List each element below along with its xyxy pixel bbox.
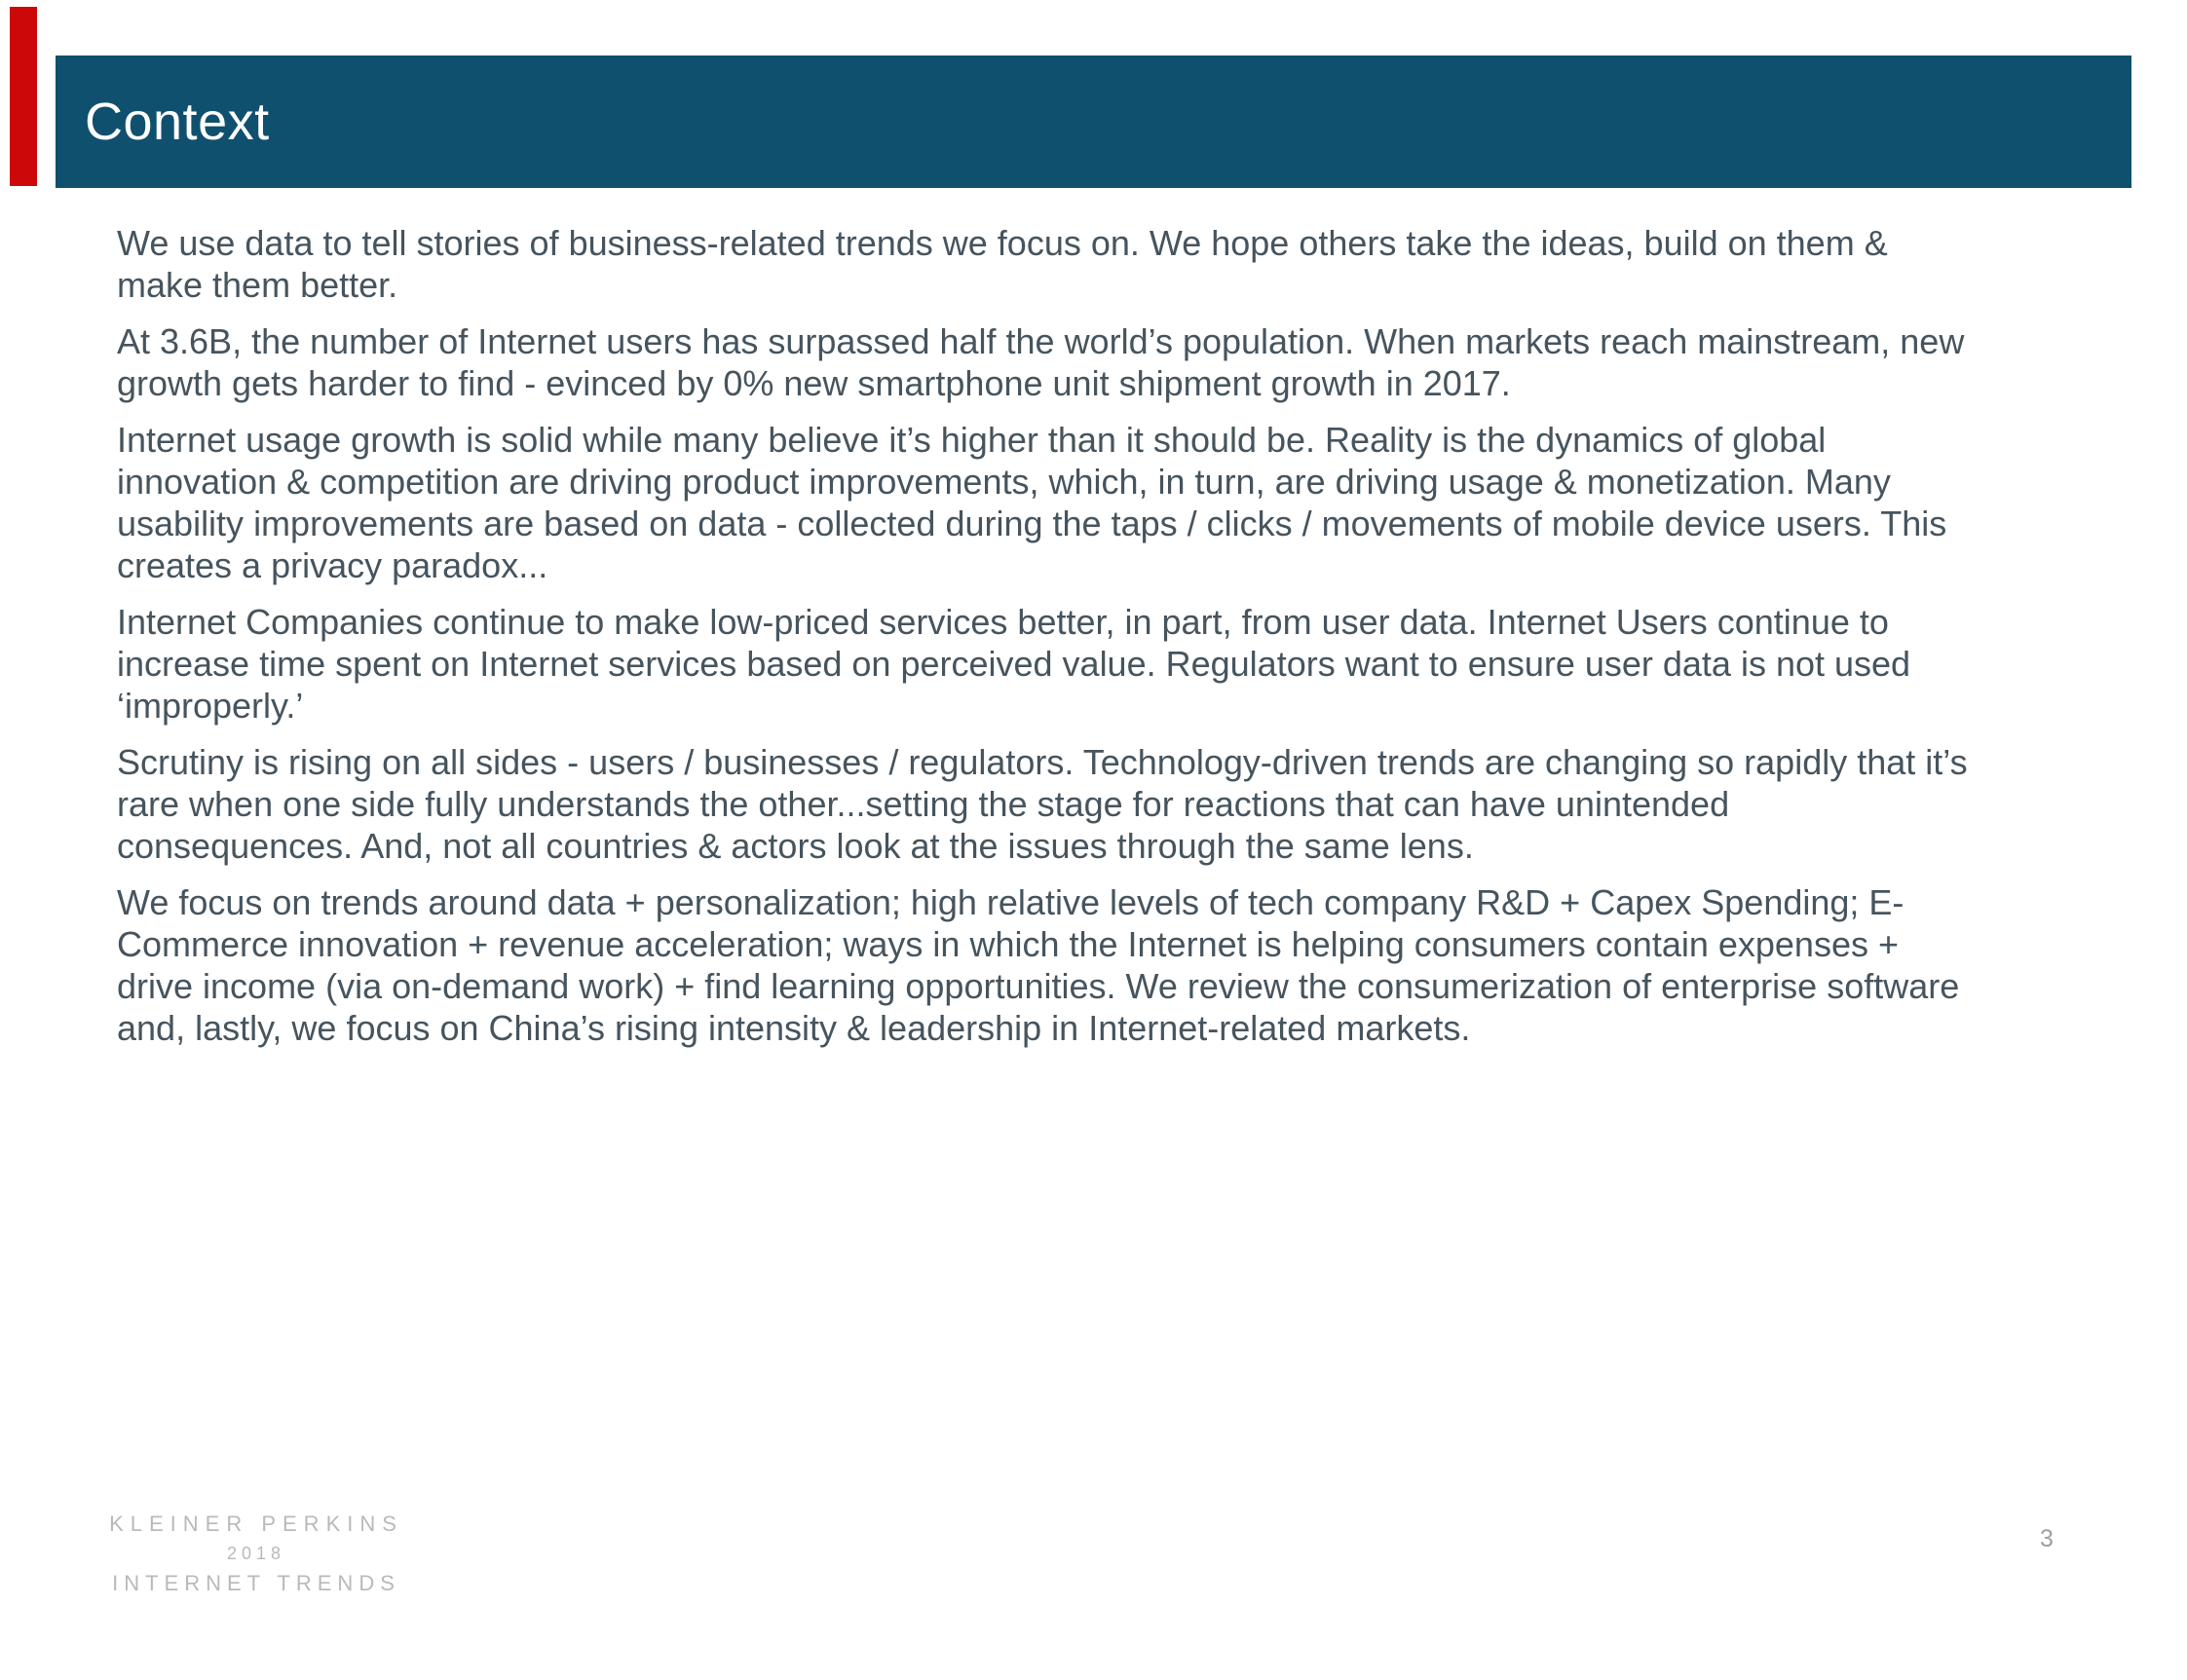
paragraph-2: At 3.6B, the number of Internet users has surpassed half the world’s population. When markets reach mainstream, new growth gets harder to find - evinced by 0% new smartphone unit shipment growth in 2017. (117, 321, 1965, 403)
body-text (117, 222, 1973, 1064)
logo-line-internet-trends: INTERNET TRENDS (112, 1571, 400, 1595)
paragraph-4: Internet Companies continue to make low-priced services better, in part, from user data. Internet Users continue to increase time spent on Internet services based on perceived value. Regulators want to ensure user data is not used ‘improperly.’ (117, 602, 1911, 726)
red-accent-bar (10, 7, 37, 186)
logo-line-kleiner-perkins: KLEINER PERKINS (109, 1512, 403, 1536)
kleiner-perkins-logo (95, 1512, 417, 1596)
paragraph-1: We use data to tell stories of business-related trends we focus on. We hope others take the ideas, build on them & make them better. (117, 223, 1888, 305)
title-bar (56, 56, 2131, 188)
paragraph-6: We focus on trends around data + personalization; high relative levels of tech company R&D + Capex Spending; E-Commerce innovation + revenue acceleration; ways in which the Internet is helping consumers contain expenses + drive income (via on-demand work) + find learning opportunities. We review the consumerization of enterprise software and, lastly, we focus on China’s rising intensity & leadership in Internet-related markets. (117, 882, 1960, 1048)
paragraph-3: Internet usage growth is solid while many believe it’s higher than it should be. Reality is the dynamics of global innovation & competition are driving product improvements, which, in turn, are driving usage & monetization. Many usability improvements are based on data - collected during the taps / clicks / movements of mobile device users. This creates a privacy paradox... (117, 420, 1947, 585)
page-number: 3 (2040, 1525, 2054, 1552)
paragraph-5: Scrutiny is rising on all sides - users / businesses / regulators. Technology-driven trends are changing so rapidly that it’s rare when one side fully understands the other...setting the stage for reactions that can have unintended consequences. And, not all countries & actors look at the issues through the same lens. (117, 742, 1968, 866)
logo-line-year: 2018 (226, 1544, 286, 1563)
slide-title: Context (85, 93, 270, 151)
